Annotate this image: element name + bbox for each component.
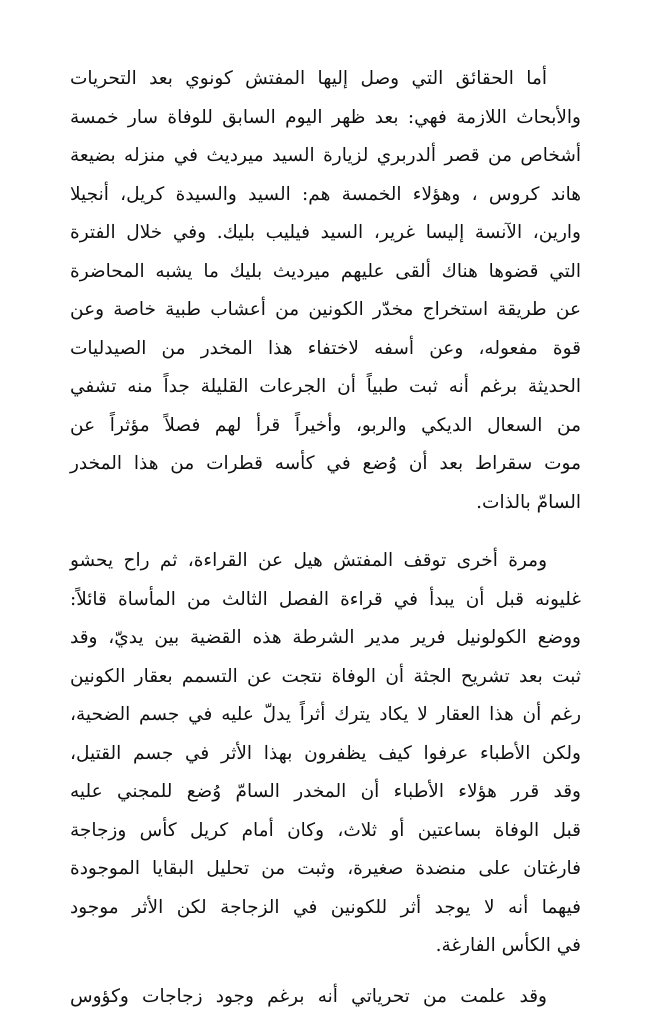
text-line: والأبحاث اللازمة فهي: بعد ظهر اليوم السابق للوفاة سار خمسة (70, 99, 581, 138)
text-line: فارغتان على منضدة صغيرة، وثبت من تحليل البقايا الموجودة (70, 850, 581, 889)
text-line: غليونه قبل أن يبدأ في قراءة الفصل الثالث من المأساة قائلاً: (70, 581, 581, 620)
text-line: ووضع الكولونيل فرير مدير الشرطة هذه القضية بين يديّ، وقد (70, 619, 581, 658)
text-line: وقد علمت من تحرياتي أنه برغم وجود زجاجات وكؤوس (70, 978, 581, 1016)
text-line: الحديثة برغم أنه ثبت طبياً أن الجرعات القليلة جداً منه تشفي (70, 368, 581, 407)
text-line: فيهما أنه لا يوجد أثر للكونين في الزجاجة لكن الأثر موجود (70, 889, 581, 928)
paragraph-1 (70, 60, 581, 522)
text-line: في الكأس الفارغة. (70, 927, 581, 966)
text-line: أما الحقائق التي وصل إليها المفتش كونوي بعد التحريات (70, 60, 581, 99)
text-line: وقد قرر هؤلاء الأطباء أن المخدر السامّ وُضع للمجني عليه (70, 773, 581, 812)
paragraph-3 (70, 978, 581, 1016)
text-line: ومرة أخرى توقف المفتش هيل عن القراءة، ثم راح يحشو (70, 542, 581, 581)
text-line: قوة مفعوله، وعن أسفه لاختفاء هذا المخدر من الصيدليات (70, 330, 581, 369)
text-line: موت سقراط بعد أن وُضع في كأسه قطرات من هذا المخدر (70, 445, 581, 484)
text-line: السامّ بالذات. (70, 484, 581, 523)
paragraph-2 (70, 542, 581, 966)
text-line: ولكن الأطباء عرفوا كيف يظفرون بهذا الأثر في جسم القتيل، (70, 735, 581, 774)
text-line: وارين، الآنسة إليسا غرير، السيد فيليب بليك. وفي خلال الفترة (70, 214, 581, 253)
text-line: من السعال الديكي والربو، وأخيراً قرأ لهم فصلاً مؤثراً عن (70, 407, 581, 446)
text-line: قبل الوفاة بساعتين أو ثلاث، وكان أمام كريل كأس وزجاجة (70, 812, 581, 851)
text-line: ثبت بعد تشريح الجثة أن الوفاة نتجت عن التسمم بعقار الكونين (70, 658, 581, 697)
paragraph-gap (70, 522, 581, 542)
paragraph-gap (70, 966, 581, 978)
text-line: هاند كروس ، وهؤلاء الخمسة هم: السيد والسيدة كريل، أنجيلا (70, 176, 581, 215)
text-line: أشخاص من قصر ألدربري لزيارة السيد ميرديث في منزله بضيعة (70, 137, 581, 176)
text-line: عن طريقة استخراج مخدّر الكونين من أعشاب طبية خاصة وعن (70, 291, 581, 330)
text-line: رغم أن هذا العقار لا يكاد يترك أثراً يدلّ عليه في جسم الضحية، (70, 696, 581, 735)
text-line: التي قضوها هناك ألقى عليهم ميرديث بليك ما يشبه المحاضرة (70, 253, 581, 292)
